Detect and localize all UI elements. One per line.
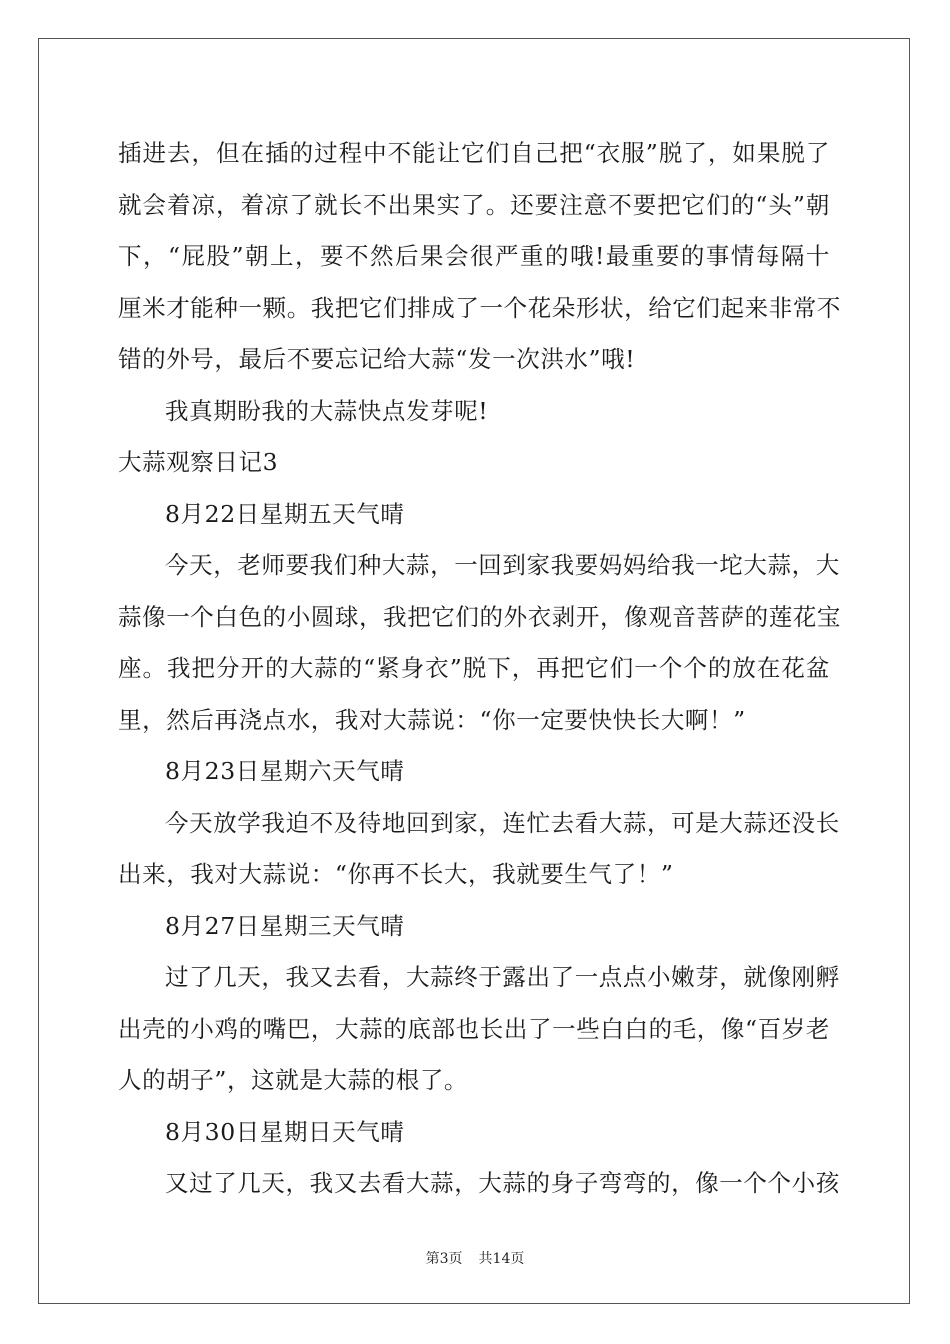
section-heading: 大蒜观察日记3 bbox=[118, 448, 279, 476]
paragraph-line: 错的外号，最后不要忘记给大蒜“发一次洪水”哦! bbox=[118, 345, 636, 373]
diary-date-heading: 8月23日星期六天气晴 bbox=[165, 757, 405, 785]
paragraph-line: 今天，老师要我们种大蒜，一回到家我要妈妈给我一坨大蒜，大 bbox=[165, 551, 840, 579]
page-total: 共14页 bbox=[478, 1251, 525, 1267]
paragraph-line: 下，“屁股”朝上，要不然后果会很严重的哦!最重要的事情每隔十 bbox=[118, 242, 830, 270]
paragraph-line: 今天放学我迫不及待地回到家，连忙去看大蒜，可是大蒜还没长 bbox=[165, 808, 840, 837]
paragraph-line: 我真期盼我的大蒜快点发芽呢! bbox=[165, 396, 489, 425]
diary-date-heading: 8月22日星期五天气晴 bbox=[165, 499, 405, 528]
paragraph-line: 人的胡子”，这就是大蒜的根了。 bbox=[118, 1066, 469, 1094]
paragraph-line: 又过了几天，我又去看大蒜，大蒜的身子弯弯的，像一个个小孩 bbox=[165, 1169, 840, 1197]
paragraph-line: 厘米才能种一颗。我把它们排成了一个花朵形状，给它们起来非常不 bbox=[118, 293, 841, 322]
paragraph-line: 出来，我对大蒜说：“你再不长大，我就要生气了！” bbox=[118, 860, 674, 888]
paragraph-line: 插进去，但在插的过程中不能让它们自己把“衣服”脱了，如果脱了 bbox=[118, 139, 830, 167]
diary-date-heading: 8月30日星期日天气晴 bbox=[165, 1117, 405, 1146]
paragraph-line: 就会着凉，着凉了就长不出果实了。还要注意不要把它们的“头”朝 bbox=[118, 190, 830, 219]
paragraph-line: 过了几天，我又去看，大蒜终于露出了一点点小嫩芽，就像刚孵 bbox=[165, 963, 840, 991]
page-footer bbox=[0, 1248, 950, 1268]
paragraph-line: 里，然后再浇点水，我对大蒜说：“你一定要快快长大啊！” bbox=[118, 705, 746, 734]
paragraph-line: 出壳的小鸡的嘴巴，大蒜的底部也长出了一些白白的毛，像“百岁老 bbox=[118, 1014, 830, 1043]
document-body bbox=[118, 128, 841, 1210]
page-number: 第3页 bbox=[425, 1251, 463, 1267]
paragraph-line: 蒜像一个白色的小圆球，我把它们的外衣剥开，像观音菩萨的莲花宝 bbox=[118, 602, 841, 631]
diary-date-heading: 8月27日星期三天气晴 bbox=[165, 911, 405, 940]
paragraph-line: 座。我把分开的大蒜的“紧身衣”脱下，再把它们一个个的放在花盆 bbox=[118, 654, 830, 682]
